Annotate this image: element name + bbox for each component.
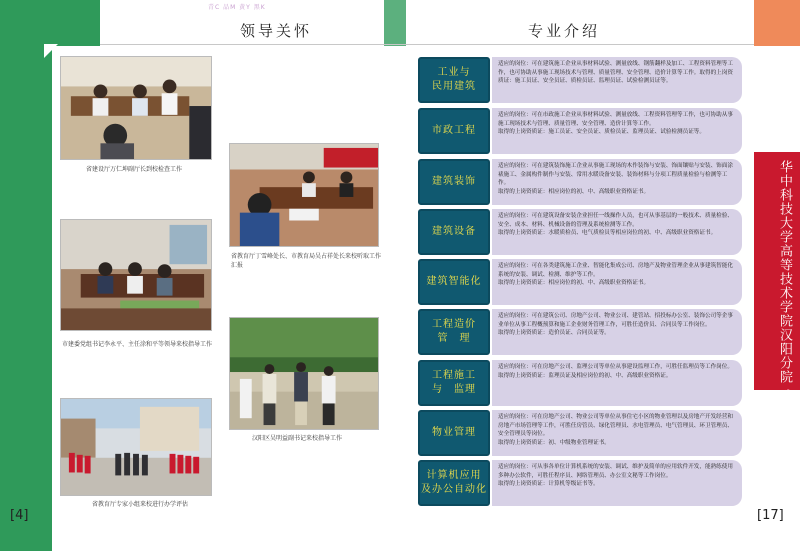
program-description xyxy=(492,259,742,305)
photo-campus-evaluation xyxy=(60,398,212,496)
photo-meeting-1-image xyxy=(61,57,211,159)
left-green-sidebar xyxy=(0,46,52,551)
program-name-label: 市政工程 xyxy=(418,108,490,154)
program-name-label: 工程施工 与 监理 xyxy=(418,360,490,406)
program-description-line: 取得的上岗资质证：造价员证、合同员证等。 xyxy=(498,330,610,337)
photo-meeting-3 xyxy=(60,219,212,331)
program-description xyxy=(492,159,742,205)
program-description-line: 取得的上岗资质证：监理员证及相应岗位的初、中、高级职业资格证。 xyxy=(498,372,672,379)
program-name-label: 工程造价 管 理 xyxy=(418,309,490,355)
header-green-band-center xyxy=(384,0,406,46)
program-description xyxy=(492,410,742,456)
program-row xyxy=(418,410,742,456)
photo-outdoor-visit-image xyxy=(230,318,378,429)
program-description-line: 取得的上岗资质证：计算机等级证书等。 xyxy=(498,481,599,488)
program-description xyxy=(492,209,742,255)
program-description-line: 适应的岗位：可从事各单位计算机系统的安装、调试、维护及简单的应用软件开发，能熟练使用多种办公软件，可胜任程序员、网络管理员、办公室文秘等工作岗位。 xyxy=(498,464,733,479)
program-description-line: 取得的上岗资质证：相应岗位的初、中、高级职业资格证书。 xyxy=(498,280,650,287)
photo-caption-3: 市建委党组书记李永平、主任涂和平等领导来校指导工作 xyxy=(62,341,213,348)
program-row xyxy=(418,360,742,406)
program-row xyxy=(418,108,742,154)
photo-campus-evaluation-image xyxy=(61,399,211,495)
program-description xyxy=(492,57,742,103)
program-description-line: 适应的岗位：可在市政施工企业从事材料试验、测量放线、工程资料管理等工作，也可协助从事施工现场技术与管理、质量管理、安全管理、造价计算等工作。 xyxy=(498,112,733,127)
left-page-title: 领导关怀 xyxy=(240,22,313,40)
program-row xyxy=(418,209,742,255)
program-row xyxy=(418,460,742,506)
program-name-label: 建筑设备 xyxy=(418,209,490,255)
photo-meeting-3-image xyxy=(61,220,211,330)
photo-meeting-1 xyxy=(60,56,212,160)
photo-caption-1: 省建设厅万仁坤副厅长到校检查工作 xyxy=(86,166,183,173)
right-page-title: 专业介绍 xyxy=(528,22,601,40)
photo-caption-5: 省教育厅专家小组来校进行办学评估 xyxy=(92,501,189,508)
photo-outdoor-visit xyxy=(229,317,379,430)
program-row xyxy=(418,57,742,103)
program-description-line: 取得的上岗资质证：水暖质检员、电气质检员等相应岗位的初、中、高级职业资格证书。 xyxy=(498,230,717,237)
program-name-label: 工业与 民用建筑 xyxy=(418,57,490,103)
page-fold-corner xyxy=(44,44,58,58)
program-description xyxy=(492,108,742,154)
program-description xyxy=(492,309,742,355)
program-description-line: 适应的岗位：可在建筑施工企业从事材料试验、测量放线、钢筋翻样及加工、工程资料管理等工作，也可协助从事施工现场技术与管理、质量管理、安全管理、造价计算等工作。取得的上岗资质证：施工员证、安全员证、质检员证、监理员证、试验检测员证等。 xyxy=(498,61,733,85)
header-divider xyxy=(100,44,754,45)
program-description-line: 适应的岗位：可在建筑公司、房地产公司、物业公司、建管站、招投标办公室、装饰公司等企事业单位从事工程概预算和施工企业财务管理工作，可胜任造价员、合同员等工作岗位。 xyxy=(498,313,733,328)
school-name-text: 华中科技大学高等技术学院汉阳分院 武汉市建设学校 xyxy=(777,160,792,488)
program-description-line: 适应的岗位：可在房地产公司、物业公司等单位从事住宅小区的物业管理以及房地产开发经营和房地产市场管理等工作，可胜任房管员、绿化管理员、水电管理员、电气管理员、环卫管理员、安全管理员等岗位。 xyxy=(498,414,733,438)
program-description-line: 取得的上岗资质证：施工员证、安全员证、质检员证、监理员证、试验检测员证等。 xyxy=(498,129,705,136)
program-name-label: 计算机应用 及办公自动化 xyxy=(418,460,490,506)
photo-caption-2: 省教育厅丁雪峰处长、市教育局吴占祥处长来校听取工作汇报 xyxy=(231,253,382,269)
program-row xyxy=(418,309,742,355)
left-page-number: [4] xyxy=(10,508,29,523)
program-name-label: 建筑智能化 xyxy=(418,259,490,305)
header-green-band-left xyxy=(0,0,100,46)
photo-meeting-2 xyxy=(229,143,379,247)
program-name-label: 物业管理 xyxy=(418,410,490,456)
photo-caption-4: 汉阳区吴明益副书记来校指导工作 xyxy=(252,435,343,442)
program-row xyxy=(418,259,742,305)
program-description-line: 适应的岗位：可在各类建筑施工企业、智能化集成公司、房地产及物业管理企业从事建筑智能化系统的安装、调试、检测、维护等工作。 xyxy=(498,263,733,278)
header-orange-band xyxy=(754,0,800,46)
program-description-line: 适应的岗位：可在房地产公司、监理公司等单位从事建设监理工作，可胜任监理员等工作岗位。 xyxy=(498,364,733,370)
photo-meeting-2-image xyxy=(230,144,378,246)
program-description-line: 适应的岗位：可在建筑设备安装企业担任一线操作人员，也可从事基层的一般技术、质量检验、安全、成本、材料、机械设备的管理及系统检测等工作。 xyxy=(498,213,733,228)
program-description xyxy=(492,360,742,406)
print-color-marks: 青C 品M 黄Y 黑K xyxy=(208,4,266,11)
right-page-number: [17] xyxy=(757,508,784,523)
program-description-line: 取得的上岗资质证：相应岗位的初、中、高级职业资格证书。 xyxy=(498,188,650,195)
program-row xyxy=(418,159,742,205)
program-name-label: 建筑装饰 xyxy=(418,159,490,205)
program-description-line: 取得的上岗资质证：初、中级物业管理证书。 xyxy=(498,439,610,446)
program-description xyxy=(492,460,742,506)
program-description-line: 适应的岗位：可在建筑装饰施工企业从事施工现场的木作装饰与安装、饰面镶贴与安装、饰面涂裱施工、金属构件制作与安装、常用水暖设备安装、装饰材料与分项工程质量检验与检测等工作。 xyxy=(498,163,733,187)
